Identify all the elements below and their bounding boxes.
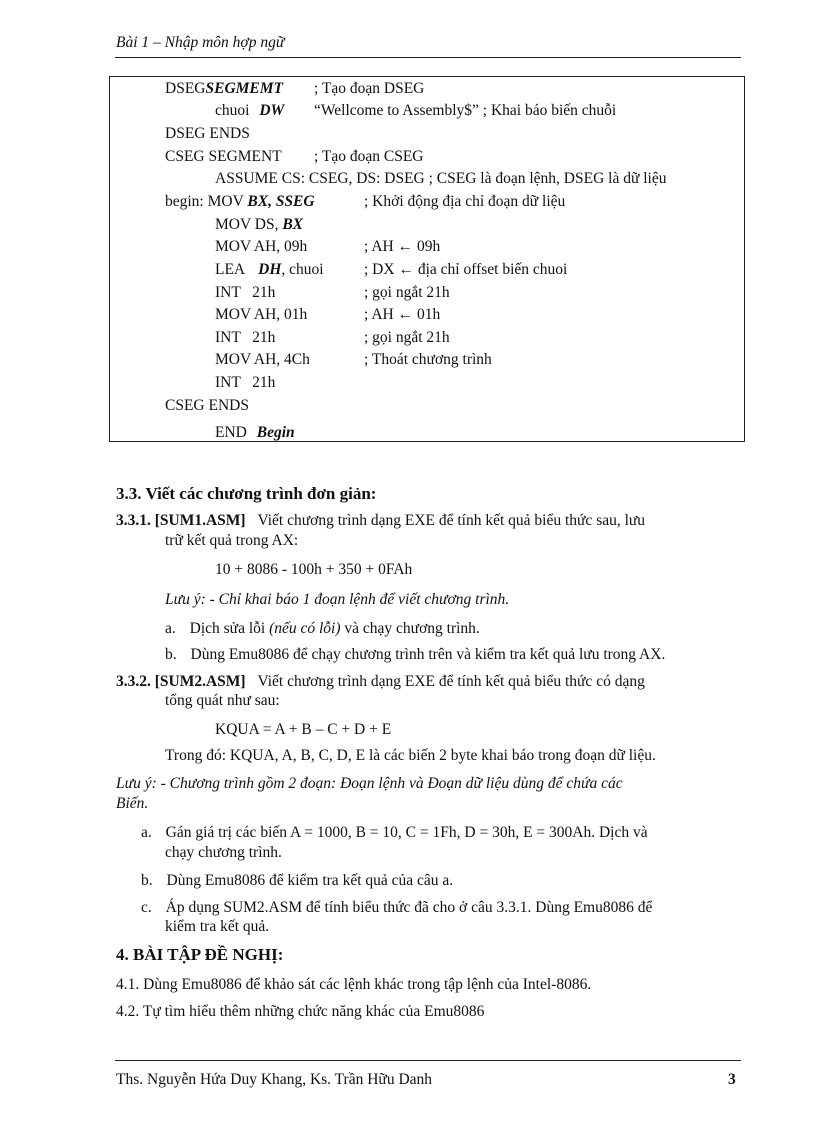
expression-2: KQUA = A + B – C + D + E [215,721,392,738]
list-item-c-cont: kiểm tra kết quả. [165,918,270,935]
section-heading-4: 4. BÀI TẬP ĐỀ NGHỊ: [116,945,284,964]
code-line-16 [215,424,295,442]
code-line-10: INT 21h [215,284,276,301]
exercise-4-1: 4.1. Dùng Emu8086 để khảo sát các lệnh khác trong tập lệnh của Intel-8086. [116,976,592,993]
code-line-2 [215,102,284,120]
header-rule [115,57,741,58]
code-line-15: CSEG ENDS [165,397,249,414]
code-comment-8: ; AH ← 09h [364,238,441,255]
code-token: MOV DS, [215,216,279,233]
code-line-6 [165,193,315,211]
note-3-3-2-line-2: Biến. [116,795,149,812]
list-marker: a. [165,620,176,637]
code-line-11: MOV AH, 01h [215,306,308,323]
list-text-italic: (nếu có lỗi) [269,620,341,637]
task-label: 3.3.1. [SUM1.ASM] [116,512,246,529]
task-3-3-2-line-1 [116,673,645,691]
list-text: Dùng Emu8086 để kiểm tra kết quả của câu a. [166,872,454,889]
code-token: LEA [215,261,245,278]
list-item-b [165,646,665,664]
code-operand: BX [282,216,304,233]
code-comment-1: ; Tạo đoạn DSEG [314,80,425,97]
code-comment-4: ; Tạo đoạn CSEG [314,148,424,165]
code-comment-11: ; AH ← 01h [364,306,441,323]
list-marker: c. [141,899,152,916]
task-text: Viết chương trình dạng EXE để tính kết quả biểu thức có dạng [257,673,645,690]
code-operand: Begin [256,424,295,441]
list-item-a-cont: chạy chương trình. [165,844,282,861]
code-line-14: INT 21h [215,374,276,391]
list-text: và chạy chương trình. [344,620,480,637]
code-token: DSEG [165,80,206,97]
list-text: Áp dụng SUM2.ASM để tính biểu thức đã cho ở câu 3.3.1. Dùng Emu8086 để [165,899,653,916]
list-marker: a. [141,824,152,841]
code-line-12: INT 21h [215,329,276,346]
code-comment-2: “Wellcome to Assembly$” ; Khai báo biến chuỗi [314,102,617,119]
list-marker: b. [141,872,153,889]
code-operand: DH [258,261,282,278]
code-keyword: DW [259,102,285,119]
expression-1: 10 + 8086 - 100h + 350 + 0FAh [215,561,413,578]
code-token: , chuoi [281,261,324,278]
code-line-3: DSEG ENDS [165,125,250,142]
code-operand: BX, SSEG [247,193,315,210]
code-line-9 [215,261,324,279]
code-line-13: MOV AH, 4Ch [215,351,310,368]
code-line-8: MOV AH, 09h [215,238,308,255]
list-text: Dịch sửa lỗi [189,620,266,637]
section-heading-3-3: 3.3. Viết các chương trình đơn giản: [116,484,377,503]
list-text: Gán giá trị các biến A = 1000, B = 10, C = 1Fh, D = 30h, E = 300Ah. Dịch và [165,824,648,841]
code-comment-9: ; DX ← địa chỉ offset biến chuoi [364,261,568,278]
note-3-3-2-line-1: Lưu ý: - Chương trình gồm 2 đoạn: Đoạn lệnh và Đoạn dữ liệu dùng để chứa các [116,775,623,792]
page-header-title: Bài 1 – Nhập môn hợp ngữ [116,34,285,51]
code-line-4: CSEG SEGMENT [165,148,282,165]
page-number: 3 [728,1071,736,1088]
code-token: begin: MOV [165,193,244,210]
list-marker: b. [165,646,177,663]
task-text: Viết chương trình dạng EXE để tính kết quả biểu thức sau, lưu [257,512,646,529]
footer-authors: Ths. Nguyễn Hứa Duy Khang, Ks. Trần Hữu Danh [116,1071,433,1088]
code-comment-12: ; gọi ngắt 21h [364,329,450,346]
task-3-3-1-line-2: trữ kết quả trong AX: [165,532,299,549]
list-item-b [141,872,453,890]
code-token: chuoi [215,102,250,119]
list-item-a [165,620,480,638]
code-token: END [215,424,247,441]
task-label: 3.3.2. [SUM2.ASM] [116,673,246,690]
code-keyword: SEGMEMT [205,80,284,97]
list-text: Dùng Emu8086 để chạy chương trình trên và kiểm tra kết quả lưu trong AX. [190,646,666,663]
code-comment-6: ; Khởi động địa chỉ đoạn dữ liệu [364,193,566,210]
code-line-7 [215,216,303,234]
list-item-a [141,824,648,842]
footer-rule [115,1060,741,1061]
code-line-1 [165,80,283,98]
task-3-3-2-line-2: tổng quát như sau: [165,692,280,709]
code-comment-13: ; Thoát chương trình [364,351,492,368]
where-clause: Trong đó: KQUA, A, B, C, D, E là các biến 2 byte khai báo trong đoạn dữ liệu. [165,747,656,764]
exercise-4-2: 4.2. Tự tìm hiểu thêm những chức năng khác của Emu8086 [116,1003,485,1020]
note-3-3-1: Lưu ý: - Chỉ khai báo 1 đoạn lệnh để viết chương trình. [165,591,510,608]
task-3-3-1-line-1 [116,512,645,530]
code-comment-10: ; gọi ngắt 21h [364,284,450,301]
code-line-5: ASSUME CS: CSEG, DS: DSEG ; CSEG là đoạn lệnh, DSEG là dữ liệu [215,170,667,187]
list-item-c [141,899,652,917]
